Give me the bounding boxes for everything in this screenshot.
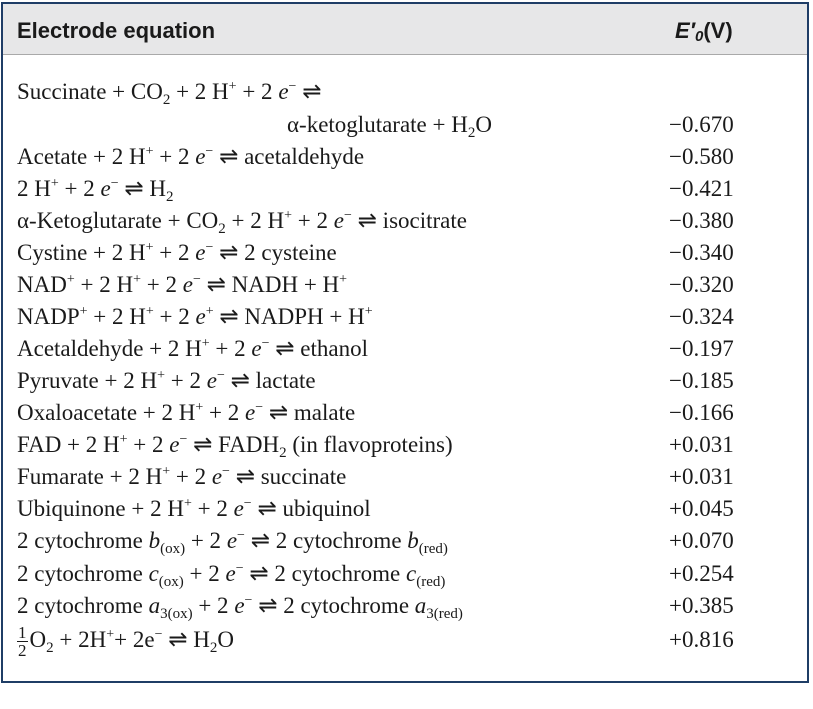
equation-text: Succinate + $CO_2 + 2$ H+ + 2 e− ⇌ <box>17 79 322 108</box>
table-row <box>3 493 807 525</box>
equation-text: Pyruvate + 2 H+ + 2 e− ⇌ lactate <box>17 368 316 393</box>
table-row <box>3 333 807 365</box>
equation-text: 2 cytochrome $a_{3(ox)} + 2$ e− ⇌ 2 cytochrome $a_{3(red)}$ <box>17 593 463 622</box>
potential-subscript: 0 <box>694 28 704 45</box>
table-row <box>3 558 807 590</box>
potential-value: −0.166 <box>669 400 734 425</box>
table-row <box>3 623 807 661</box>
potential-value: +0.070 <box>669 528 734 553</box>
potential-value: −0.580 <box>669 144 734 169</box>
equation-text: NAD+ + 2 H+ + 2 e− ⇌ NADH + H+ <box>17 272 348 297</box>
equation-text: α-ketoglutarate + $H_2O$ <box>287 112 492 141</box>
column-header-electrode-equation: Electrode equation <box>17 18 216 43</box>
table-row <box>3 76 807 108</box>
table-row <box>3 461 807 493</box>
potential-value: −0.670 <box>669 112 734 137</box>
table-row <box>3 141 807 173</box>
equation-text: Acetaldehyde + 2 H+ + 2 e− ⇌ ethanol <box>17 336 368 361</box>
equation-text: 2 cytochrome $b_{(ox)} + 2$ e− ⇌ 2 cytochrome $b_{(red)}$ <box>17 528 448 557</box>
potential-value: +0.385 <box>669 593 734 618</box>
table-row <box>3 590 807 622</box>
equation-text: Cystine + 2 H+ + 2 e− ⇌ 2 cysteine <box>17 240 337 265</box>
potential-value: −0.197 <box>669 336 734 361</box>
potential-value: +0.045 <box>669 496 734 521</box>
potential-value: −0.185 <box>669 368 734 393</box>
table-row <box>3 429 807 461</box>
equation-text: $\frac{1}{2}$ $O_2 + 2H^++ 2e^-$ ⇌ $H_2O$ <box>18 623 234 661</box>
table-row <box>3 173 807 205</box>
table-row <box>3 269 807 301</box>
potential-value: +0.254 <box>669 561 734 586</box>
equation-text: Oxaloacetate + 2 H+ + 2 e− ⇌ malate <box>17 400 356 425</box>
potential-value: −0.320 <box>669 272 734 297</box>
one-half-fraction: $\frac{1}{2}$ <box>18 623 27 661</box>
table-row <box>3 205 807 237</box>
equation-text: 2 H+ + 2 e− ⇌ $H_2$ <box>17 176 174 205</box>
potential-symbol: E <box>675 18 690 43</box>
equation-text: α-Ketoglutarate + $CO_2 + 2$ H+ + 2 e− ⇌ isocitrate <box>17 208 467 237</box>
table-row <box>3 301 807 333</box>
potential-value: −0.324 <box>669 304 734 329</box>
potential-value: +0.031 <box>669 432 734 457</box>
table-row <box>3 397 807 429</box>
potential-value: −0.380 <box>669 208 734 233</box>
potential-unit: (V) <box>703 18 733 43</box>
potential-value: +0.031 <box>669 464 734 489</box>
potential-value: −0.340 <box>669 240 734 265</box>
equation-text: Fumarate + 2 H+ + 2 e− ⇌ succinate <box>17 464 347 489</box>
potential-prime: ′ <box>689 18 695 43</box>
potential-value: +0.816 <box>669 627 734 652</box>
column-header-potential <box>675 18 733 44</box>
equation-text: NADP+ + 2 H+ + 2 e+ ⇌ NADPH + H+ <box>17 304 373 329</box>
equation-text: FAD + 2 H+ + 2 e− ⇌ $FADH_2$ (in flavoproteins) <box>17 432 453 461</box>
equation-text: 2 cytochrome $c_{(ox)} + 2$ e− ⇌ 2 cytochrome $c_{(red)}$ <box>17 561 446 590</box>
potential-value: −0.421 <box>669 176 734 201</box>
reduction-potential-table <box>1 2 809 683</box>
table-row <box>3 525 807 557</box>
equation-text: Acetate + 2 H+ + 2 e− ⇌ acetaldehyde <box>17 144 365 169</box>
table-row <box>3 237 807 269</box>
table-row <box>3 109 807 141</box>
table-row <box>3 365 807 397</box>
equation-text: Ubiquinone + 2 H+ + 2 e− ⇌ ubiquinol <box>17 496 371 521</box>
table-header <box>3 4 807 55</box>
